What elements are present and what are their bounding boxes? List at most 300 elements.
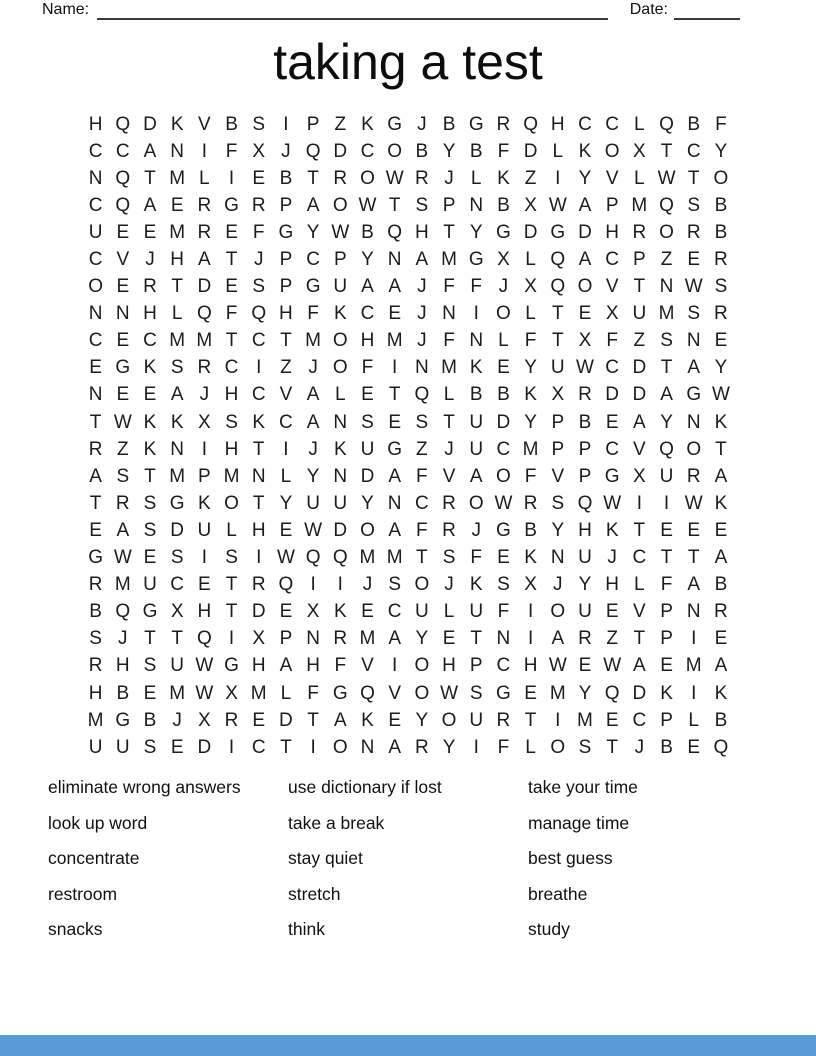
grid-letter: T: [660, 357, 673, 379]
grid-letter: R: [197, 194, 212, 216]
grid-letter: U: [659, 465, 674, 487]
grid-letter: S: [143, 655, 157, 677]
grid-letter: D: [360, 465, 375, 487]
grid-letter: Q: [659, 438, 674, 460]
grid-letter: T: [89, 492, 102, 514]
grid-letter: A: [660, 384, 673, 406]
grid-letter: U: [333, 276, 348, 298]
grid-letter: N: [88, 384, 103, 406]
grid-letter: L: [525, 249, 536, 271]
grid-letter: S: [442, 547, 456, 569]
grid-letter: S: [116, 465, 130, 487]
grid-letter: D: [523, 140, 538, 162]
grid-letter: U: [578, 547, 592, 569]
grid-letter: E: [170, 736, 184, 758]
grid-letter: Q: [332, 547, 348, 569]
grid-letter: T: [171, 276, 183, 298]
grid-letter: H: [88, 113, 103, 135]
grid-letter: U: [578, 601, 592, 623]
grid-letter: G: [604, 465, 620, 487]
grid-letter: C: [279, 411, 293, 433]
grid-letter: S: [143, 492, 157, 514]
grid-letter: F: [443, 330, 455, 352]
grid-letter: E: [143, 682, 157, 704]
grid-letter: A: [415, 249, 429, 271]
grid-letter: N: [686, 330, 701, 352]
grid-letter: P: [605, 194, 619, 216]
grid-letter: C: [251, 384, 266, 406]
grid-letter: J: [362, 574, 373, 596]
grid-letter: C: [496, 655, 511, 677]
grid-letter: B: [143, 709, 157, 731]
word-search-grid: [82, 111, 735, 761]
date-fill-line: [674, 1, 740, 20]
grid-letter: E: [198, 574, 211, 596]
word-list-item: use dictionary if lost: [288, 777, 442, 797]
grid-letter: K: [714, 492, 728, 514]
grid-letter: H: [523, 655, 538, 677]
grid-letter: T: [633, 519, 646, 541]
grid-letter: O: [550, 601, 566, 623]
grid-letter: O: [88, 276, 103, 298]
grid-letter: J: [417, 276, 427, 298]
grid-letter: K: [605, 519, 619, 541]
grid-letter: Y: [361, 249, 374, 271]
grid-letter: I: [283, 113, 289, 135]
grid-letter: C: [605, 249, 620, 271]
grid-letter: Z: [280, 357, 292, 379]
grid-letter: T: [388, 384, 401, 406]
grid-letter: S: [252, 276, 266, 298]
grid-letter: W: [113, 411, 132, 433]
grid-letter: U: [115, 736, 130, 758]
grid-letter: L: [334, 384, 346, 406]
grid-letter: G: [278, 221, 294, 243]
grid-letter: X: [524, 194, 537, 216]
grid-letter: I: [337, 574, 343, 596]
grid-letter: Q: [196, 628, 212, 650]
grid-letter: G: [169, 492, 185, 514]
grid-letter: T: [715, 438, 727, 460]
grid-letter: R: [197, 221, 212, 243]
grid-letter: C: [115, 140, 130, 162]
grid-letter: E: [660, 655, 673, 677]
grid-letter: P: [198, 465, 211, 487]
grid-letter: B: [714, 221, 728, 243]
grid-letter: D: [632, 384, 647, 406]
grid-letter: Y: [660, 411, 673, 433]
grid-letter: E: [279, 601, 293, 623]
grid-letter: W: [113, 547, 132, 569]
grid-letter: P: [578, 438, 592, 460]
grid-letter: J: [118, 628, 128, 650]
grid-letter: T: [171, 628, 183, 650]
grid-letter: G: [224, 194, 239, 216]
grid-letter: A: [388, 465, 401, 487]
grid-letter: V: [605, 276, 619, 298]
grid-letter: M: [441, 249, 457, 271]
grid-letter: T: [633, 276, 646, 298]
grid-letter: B: [687, 113, 701, 135]
grid-letter: I: [473, 736, 479, 758]
grid-letter: W: [548, 194, 567, 216]
grid-letter: Q: [115, 167, 131, 189]
grid-letter: U: [360, 438, 375, 460]
grid-letter: M: [522, 438, 539, 460]
grid-letter: H: [306, 655, 320, 677]
grid-letter: H: [251, 655, 266, 677]
grid-letter: I: [201, 438, 207, 460]
grid-letter: E: [714, 330, 728, 352]
grid-letter: Q: [387, 221, 403, 243]
grid-letter: T: [280, 736, 292, 758]
grid-letter: H: [279, 303, 293, 325]
grid-letter: M: [169, 465, 186, 487]
grid-letter: B: [279, 167, 293, 189]
grid-letter: F: [470, 547, 483, 569]
grid-letter: N: [115, 303, 130, 325]
grid-letter: F: [497, 736, 510, 758]
grid-letter: M: [114, 574, 131, 596]
grid-letter: W: [548, 655, 567, 677]
grid-letter: D: [578, 221, 592, 243]
grid-letter: X: [252, 628, 266, 650]
grid-letter: J: [471, 519, 481, 541]
grid-letter: P: [279, 628, 293, 650]
grid-letter: D: [143, 113, 157, 135]
grid-letter: I: [228, 736, 235, 758]
grid-letter: Q: [196, 303, 212, 325]
grid-letter: B: [415, 140, 429, 162]
grid-letter: A: [388, 276, 401, 298]
grid-letter: L: [525, 303, 536, 325]
grid-letter: Q: [659, 194, 674, 216]
grid-letter: V: [388, 682, 401, 704]
grid-letter: N: [360, 736, 375, 758]
grid-letter: W: [385, 167, 404, 189]
grid-letter: X: [605, 303, 619, 325]
grid-letter: I: [392, 655, 398, 677]
grid-letter: E: [388, 709, 401, 731]
grid-letter: I: [310, 574, 316, 596]
grid-letter: T: [443, 411, 455, 433]
grid-letter: A: [143, 140, 157, 162]
grid-letter: S: [388, 574, 401, 596]
grid-letter: M: [658, 303, 675, 325]
grid-letter: E: [116, 276, 130, 298]
grid-letter: J: [444, 574, 454, 596]
grid-letter: O: [468, 492, 484, 514]
grid-letter: E: [143, 384, 157, 406]
grid-letter: M: [577, 709, 593, 731]
grid-letter: S: [89, 628, 102, 650]
grid-letter: S: [361, 411, 374, 433]
grid-letter: J: [417, 113, 427, 135]
grid-letter: P: [469, 655, 483, 677]
grid-letter: X: [198, 709, 211, 731]
grid-letter: Q: [115, 113, 131, 135]
grid-letter: O: [332, 330, 348, 352]
grid-letter: M: [250, 682, 267, 704]
grid-letter: N: [550, 547, 565, 569]
grid-letter: E: [143, 221, 157, 243]
grid-letter: C: [170, 574, 185, 596]
grid-letter: B: [497, 384, 510, 406]
grid-letter: U: [333, 492, 348, 514]
grid-letter: H: [88, 682, 103, 704]
grid-letter: T: [252, 438, 265, 460]
grid-letter: J: [199, 384, 210, 406]
grid-letter: F: [470, 276, 483, 298]
grid-letter: L: [688, 709, 699, 731]
grid-letter: C: [387, 601, 402, 623]
grid-letter: Y: [551, 519, 565, 541]
grid-letter: M: [223, 465, 240, 487]
grid-letter: Q: [604, 682, 620, 704]
grid-letter: K: [660, 682, 673, 704]
word-list-item: concentrate: [48, 848, 140, 868]
grid-letter: A: [578, 194, 592, 216]
grid-letter: H: [360, 330, 375, 352]
grid-letter: X: [198, 411, 211, 433]
grid-letter: X: [252, 140, 266, 162]
grid-letter: T: [225, 574, 238, 596]
grid-letter: C: [414, 492, 429, 514]
word-list-item: snacks: [48, 919, 103, 939]
grid-letter: Q: [360, 682, 375, 704]
grid-letter: W: [684, 276, 703, 298]
grid-letter: Q: [659, 113, 674, 135]
grid-letter: S: [687, 194, 701, 216]
grid-letter: T: [606, 736, 618, 758]
grid-letter: O: [713, 167, 729, 189]
word-list-column: [288, 779, 528, 957]
grid-letter: N: [686, 601, 701, 623]
grid-letter: E: [89, 357, 102, 379]
grid-letter: N: [469, 330, 484, 352]
grid-letter: T: [225, 330, 238, 352]
grid-letter: R: [333, 628, 348, 650]
grid-letter: K: [497, 167, 510, 189]
grid-letter: W: [684, 492, 703, 514]
grid-letter: N: [88, 167, 103, 189]
word-list-item: study: [528, 919, 570, 939]
grid-letter: E: [279, 519, 293, 541]
grid-letter: I: [283, 438, 289, 460]
grid-letter: W: [276, 547, 295, 569]
grid-letter: E: [660, 519, 673, 541]
grid-letter: Q: [115, 194, 131, 216]
grid-letter: J: [607, 547, 617, 569]
grid-letter: X: [578, 330, 592, 352]
grid-letter: B: [469, 384, 483, 406]
word-list-item: breathe: [528, 883, 588, 904]
grid-letter: B: [714, 574, 728, 596]
grid-letter: D: [279, 709, 293, 731]
grid-letter: D: [170, 519, 185, 541]
grid-letter: T: [551, 330, 564, 352]
grid-letter: G: [468, 249, 484, 271]
grid-letter: E: [687, 736, 701, 758]
grid-letter: V: [361, 655, 374, 677]
grid-letter: I: [201, 140, 207, 162]
grid-letter: S: [225, 411, 238, 433]
grid-letter: U: [306, 492, 320, 514]
grid-letter: B: [524, 519, 537, 541]
grid-letter: W: [657, 167, 676, 189]
grid-letter: A: [714, 547, 728, 569]
word-list-item: think: [288, 919, 325, 939]
grid-letter: R: [442, 492, 456, 514]
grid-letter: R: [143, 276, 157, 298]
grid-letter: B: [714, 194, 728, 216]
grid-letter: H: [578, 519, 592, 541]
grid-letter: J: [498, 276, 509, 298]
grid-letter: E: [605, 709, 619, 731]
grid-letter: R: [414, 736, 429, 758]
grid-letter: O: [387, 140, 403, 162]
word-list-item: look up word: [48, 812, 148, 833]
grid-letter: E: [687, 249, 701, 271]
grid-letter: I: [663, 492, 670, 514]
grid-letter: L: [280, 465, 292, 487]
grid-letter: Y: [524, 411, 537, 433]
grid-letter: T: [144, 465, 156, 487]
grid-letter: K: [252, 411, 266, 433]
grid-letter: L: [443, 384, 455, 406]
grid-letter: L: [634, 167, 645, 189]
grid-letter: G: [88, 547, 103, 569]
grid-letter: T: [551, 303, 564, 325]
grid-letter: R: [88, 574, 103, 596]
grid-letter: E: [497, 547, 510, 569]
grid-letter: M: [359, 628, 376, 650]
grid-letter: Y: [361, 492, 374, 514]
grid-letter: Z: [524, 167, 537, 189]
grid-letter: W: [440, 682, 458, 704]
grid-letter: G: [468, 113, 484, 135]
grid-letter: K: [578, 140, 592, 162]
grid-letter: W: [195, 682, 214, 704]
grid-letter: V: [633, 438, 646, 460]
grid-letter: E: [442, 628, 456, 650]
grid-letter: R: [686, 221, 701, 243]
grid-letter: K: [714, 411, 728, 433]
grid-letter: I: [201, 547, 207, 569]
grid-letter: U: [469, 601, 484, 623]
word-list-item: restroom: [48, 883, 118, 904]
grid-letter: C: [605, 438, 620, 460]
grid-letter: W: [603, 655, 622, 677]
grid-letter: L: [525, 736, 536, 758]
grid-letter: A: [361, 276, 374, 298]
grid-letter: N: [387, 492, 402, 514]
grid-letter: O: [577, 276, 593, 298]
grid-letter: S: [415, 194, 429, 216]
grid-letter: A: [333, 709, 347, 731]
grid-letter: S: [252, 113, 266, 135]
grid-letter: T: [660, 547, 673, 569]
grid-letter: D: [197, 276, 212, 298]
grid-letter: R: [88, 655, 103, 677]
grid-letter: C: [578, 113, 592, 135]
grid-letter: E: [497, 357, 510, 379]
grid-letter: L: [199, 167, 210, 189]
grid-letter: H: [143, 303, 157, 325]
grid-letter: N: [469, 194, 484, 216]
word-list-item: stay quiet: [288, 848, 363, 868]
grid-letter: L: [171, 303, 183, 325]
grid-letter: M: [196, 330, 213, 352]
grid-letter: G: [224, 655, 239, 677]
grid-letter: J: [444, 438, 454, 460]
grid-letter: N: [387, 249, 402, 271]
grid-letter: T: [89, 411, 102, 433]
grid-letter: S: [143, 519, 157, 541]
grid-letter: O: [496, 303, 511, 325]
grid-letter: A: [388, 519, 401, 541]
word-list-column: [528, 779, 638, 957]
grid-letter: A: [633, 655, 646, 677]
grid-letter: P: [279, 249, 293, 271]
grid-letter: L: [280, 682, 292, 704]
grid-letter: O: [496, 465, 511, 487]
grid-letter: W: [331, 221, 350, 243]
grid-letter: E: [361, 384, 374, 406]
grid-letter: X: [633, 465, 646, 487]
grid-letter: C: [632, 547, 647, 569]
grid-letter: H: [170, 249, 185, 271]
grid-letter: G: [496, 221, 511, 243]
grid-letter: E: [116, 330, 130, 352]
grid-letter: R: [442, 519, 456, 541]
grid-letter: A: [279, 655, 293, 677]
grid-letter: O: [441, 709, 457, 731]
grid-letter: E: [578, 303, 592, 325]
grid-letter: R: [714, 601, 728, 623]
grid-letter: E: [605, 601, 619, 623]
grid-letter: H: [224, 438, 239, 460]
grid-letter: C: [605, 357, 620, 379]
grid-letter: S: [170, 357, 184, 379]
grid-letter: K: [333, 438, 347, 460]
grid-letter: A: [388, 628, 401, 650]
grid-letter: A: [170, 384, 184, 406]
grid-letter: K: [198, 492, 211, 514]
grid-letter: A: [687, 357, 701, 379]
grid-letter: H: [605, 221, 620, 243]
word-list-item: take your time: [528, 777, 638, 797]
grid-letter: X: [551, 384, 565, 406]
grid-letter: G: [387, 438, 403, 460]
grid-letter: P: [306, 113, 320, 135]
grid-letter: R: [414, 167, 429, 189]
grid-letter: F: [416, 519, 428, 541]
grid-letter: S: [497, 574, 510, 596]
grid-letter: F: [660, 574, 673, 596]
grid-letter: F: [443, 276, 455, 298]
grid-letter: I: [636, 492, 642, 514]
grid-letter: N: [333, 465, 348, 487]
grid-letter: M: [169, 167, 186, 189]
grid-letter: C: [306, 249, 320, 271]
grid-letter: Y: [279, 492, 293, 514]
grid-letter: J: [145, 249, 155, 271]
grid-letter: B: [361, 221, 374, 243]
grid-letter: P: [633, 249, 646, 271]
grid-letter: X: [633, 140, 646, 162]
grid-letter: R: [714, 303, 728, 325]
